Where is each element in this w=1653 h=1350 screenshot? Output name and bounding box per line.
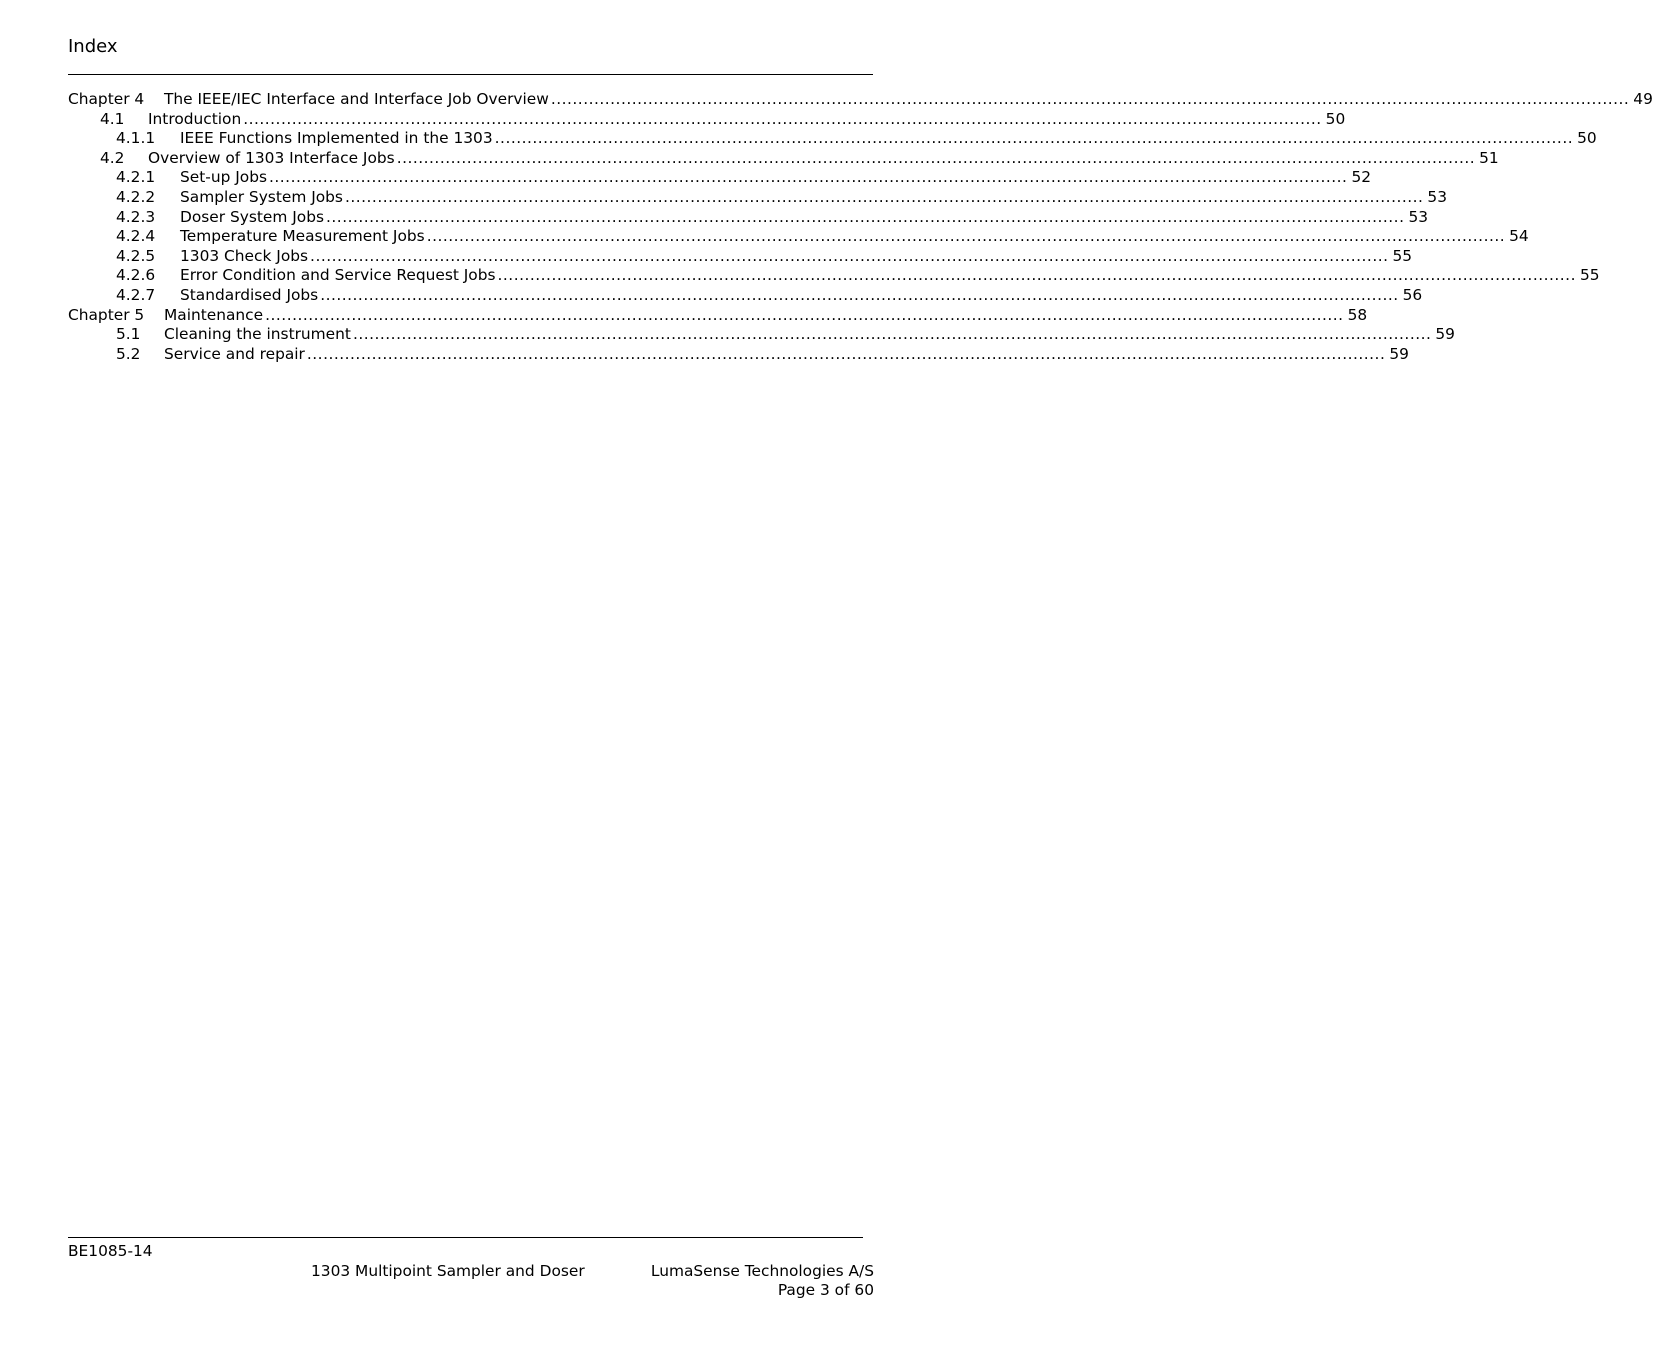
toc-entry-page: 50 <box>1325 109 1346 128</box>
toc-entry[interactable] <box>68 246 1413 267</box>
toc-entry-line <box>180 168 1372 188</box>
toc-entry-title: Standardised Jobs <box>180 285 319 304</box>
toc-entry-page: 51 <box>1479 148 1499 167</box>
toc-entry-number: 4.2.6 <box>116 266 156 285</box>
table-of-contents <box>68 90 1653 364</box>
toc-entry-page: 52 <box>1351 168 1372 187</box>
toc-dot-leader: ........................................................................................................................................................................................................ <box>310 246 1389 265</box>
toc-dot-leader: ........................................................................................................................................................................................................ <box>497 266 1576 285</box>
toc-entry[interactable] <box>68 109 1346 130</box>
toc-entry-title: Overview of 1303 Interface Jobs <box>148 148 395 167</box>
toc-entry[interactable] <box>68 148 1499 169</box>
toc-entry-number: 4.2.4 <box>116 227 156 246</box>
toc-dot-leader: ........................................................................................................................................................................................................ <box>550 90 1630 108</box>
toc-entry-number: 4.2.1 <box>116 168 156 187</box>
toc-entry-title: Introduction <box>148 109 242 128</box>
toc-dot-leader: ........................................................................................................................................................................................................ <box>265 305 1344 324</box>
toc-entry-number: 4.2.2 <box>116 187 156 206</box>
toc-entry-page: 59 <box>1435 325 1455 344</box>
toc-entry-title: Error Condition and Service Request Jobs <box>180 266 496 285</box>
toc-dot-leader: ........................................................................................................................................................................................................ <box>326 207 1405 226</box>
toc-entry[interactable] <box>68 266 1600 286</box>
toc-entry-line <box>164 325 1455 345</box>
toc-entry[interactable] <box>68 227 1529 247</box>
toc-entry[interactable] <box>68 207 1429 228</box>
toc-entry-title: IEEE Functions Implemented in the 1303 <box>180 129 493 148</box>
toc-dot-leader: ........................................................................................................................................................................................................ <box>243 109 1322 128</box>
toc-entry-title: Doser System Jobs <box>180 207 325 226</box>
document-id: BE1085-14 <box>68 1242 153 1260</box>
toc-entry-page: 53 <box>1408 207 1429 226</box>
toc-entry-line <box>180 187 1448 208</box>
toc-entry-page: 50 <box>1577 129 1597 148</box>
toc-entry-number: Chapter 4 <box>68 90 145 108</box>
toc-entry-title: Temperature Measurement Jobs <box>180 227 425 246</box>
toc-entry-title: Set-up Jobs <box>180 168 267 187</box>
toc-entry-number: 4.2.3 <box>116 207 156 226</box>
toc-entry-line <box>180 129 1597 149</box>
toc-dot-leader: ........................................................................................................................................................................................................ <box>269 168 1348 187</box>
toc-entry-page: 55 <box>1392 246 1413 265</box>
toc-entry[interactable] <box>68 129 1597 149</box>
toc-entry-line <box>164 90 1653 110</box>
page-number: Page 3 of 60 <box>777 1281 874 1299</box>
toc-entry-page: 56 <box>1402 285 1423 304</box>
toc-entry-number: 4.2.7 <box>116 285 156 304</box>
toc-entry-number: 5.1 <box>116 325 141 344</box>
toc-entry-title: Service and repair <box>164 344 305 363</box>
toc-entry[interactable] <box>68 344 1409 365</box>
toc-entry[interactable] <box>68 90 1653 110</box>
toc-dot-leader: ........................................................................................................................................................................................................ <box>352 325 1432 344</box>
toc-entry-page: 49 <box>1633 90 1653 108</box>
toc-entry-line <box>180 285 1423 306</box>
toc-entry-line <box>180 246 1413 267</box>
toc-entry-number: 4.2 <box>100 148 125 167</box>
toc-entry-line <box>148 109 1346 130</box>
toc-entry[interactable] <box>68 187 1448 208</box>
toc-entry-number: Chapter 5 <box>68 305 145 324</box>
toc-entry-page: 53 <box>1427 187 1448 206</box>
toc-entry-page: 58 <box>1347 305 1368 324</box>
toc-entry-number: 4.1 <box>100 109 125 128</box>
toc-entry[interactable] <box>68 285 1423 306</box>
toc-dot-leader: ........................................................................................................................................................................................................ <box>494 129 1574 148</box>
header-divider <box>68 74 873 75</box>
toc-entry-page: 59 <box>1389 344 1409 363</box>
footer-divider <box>68 1237 863 1238</box>
toc-dot-leader: ........................................................................................................................................................................................................ <box>426 227 1506 246</box>
product-name: 1303 Multipoint Sampler and Doser <box>311 1262 585 1280</box>
page-header-title: Index <box>68 36 118 57</box>
toc-entry[interactable] <box>68 325 1455 345</box>
toc-entry-title: The IEEE/IEC Interface and Interface Job Overview <box>164 90 549 108</box>
toc-entry-number: 5.2 <box>116 344 141 363</box>
toc-entry-title: Maintenance <box>164 305 264 324</box>
toc-dot-leader: ........................................................................................................................................................................................................ <box>344 187 1424 206</box>
toc-entry-line <box>180 207 1429 228</box>
toc-entry-page: 55 <box>1579 266 1600 285</box>
toc-dot-leader: ........................................................................................................................................................................................................ <box>396 148 1476 167</box>
toc-entry-line <box>164 305 1368 326</box>
toc-entry-line <box>180 227 1529 247</box>
toc-entry-line <box>164 344 1409 365</box>
toc-entry-title: 1303 Check Jobs <box>180 246 309 265</box>
toc-entry[interactable] <box>68 305 1368 326</box>
toc-entry-page: 54 <box>1509 227 1529 246</box>
toc-entry-number: 4.2.5 <box>116 246 156 265</box>
toc-entry[interactable] <box>68 168 1372 188</box>
toc-entry-title: Sampler System Jobs <box>180 187 343 206</box>
toc-entry-line <box>148 148 1499 169</box>
toc-entry-number: 4.1.1 <box>116 129 156 148</box>
company-name: LumaSense Technologies A/S <box>650 1262 874 1280</box>
toc-entry-title: Cleaning the instrument <box>164 325 351 344</box>
toc-dot-leader: ........................................................................................................................................................................................................ <box>320 285 1399 304</box>
toc-dot-leader: ........................................................................................................................................................................................................ <box>306 344 1386 363</box>
toc-entry-line <box>180 266 1600 286</box>
